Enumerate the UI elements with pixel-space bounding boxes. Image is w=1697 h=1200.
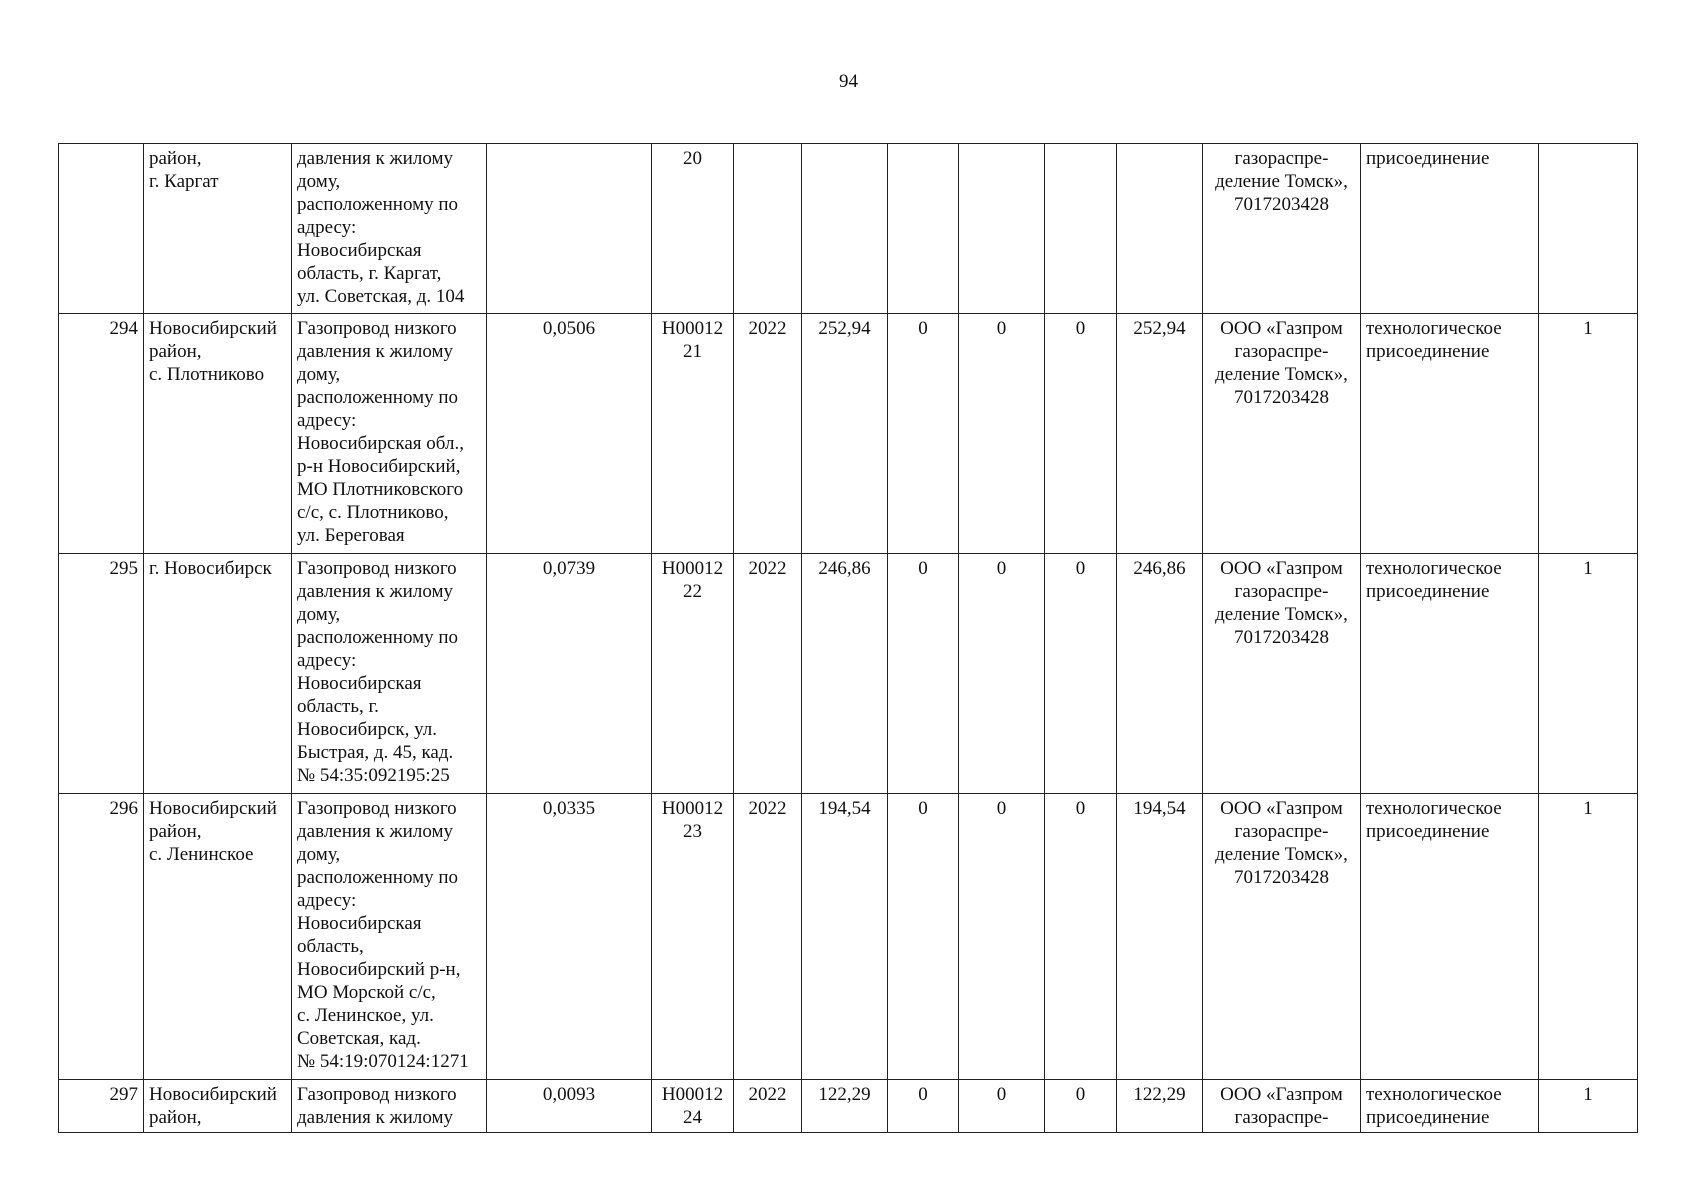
cell-organization-line: деление Томск», — [1215, 171, 1348, 192]
cell-object-line: Новосибирская — [297, 913, 422, 934]
cell-object-line: Газопровод низкого — [297, 1084, 457, 1105]
cell-location-line: район, — [149, 341, 202, 362]
cell-organization-line: 7017203428 — [1234, 194, 1329, 215]
cell-code-line: 24 — [683, 1107, 702, 1128]
cell-location-line: с. Плотниково — [149, 364, 265, 385]
cell-organization-line: газораспре- — [1234, 821, 1329, 842]
cell-object-line: № 54:35:092195:25 — [297, 765, 450, 786]
cell-basis-line: технологическое — [1366, 318, 1502, 339]
cell-year — [734, 144, 802, 314]
cell-object-line: область, — [297, 936, 364, 957]
cell-value-2: 0 — [888, 1080, 959, 1133]
cell-year: 2022 — [734, 1080, 802, 1133]
cell-basis — [1361, 144, 1539, 314]
cell-object-line: давления к жилому — [297, 1107, 453, 1128]
cell-location-line: с. Ленинское — [149, 844, 254, 865]
cell-object-line: дому, — [297, 604, 341, 625]
cell-location-line: Новосибирский — [149, 1084, 277, 1105]
cell-code — [652, 794, 734, 1080]
cell-object-line: область, г. — [297, 696, 379, 717]
cell-value-3 — [959, 144, 1045, 314]
cell-object-line: Новосибирский р-н, — [297, 959, 461, 980]
cell-object-line: расположенному по — [297, 387, 459, 408]
cell-object-line: ул. Береговая — [297, 525, 405, 546]
cell-location-line: район, — [149, 1107, 202, 1128]
cell-value-2: 0 — [888, 554, 959, 794]
cell-value-5: 122,29 — [1117, 1080, 1203, 1133]
cell-organization-line: деление Томск», — [1215, 604, 1348, 625]
cell-value-5: 252,94 — [1117, 314, 1203, 554]
cell-number: 296 — [59, 794, 144, 1080]
cell-location-line: г. Каргат — [149, 171, 219, 192]
table-row — [59, 554, 1638, 794]
cell-organization-line: газораспре- — [1234, 581, 1329, 602]
cell-value-2: 0 — [888, 314, 959, 554]
cell-organization-line: 7017203428 — [1234, 867, 1329, 888]
cell-object-line: Газопровод низкого — [297, 558, 457, 579]
cell-object-line: Советская, кад. — [297, 1028, 421, 1049]
cell-organization — [1203, 1080, 1361, 1133]
cell-organization-line: газораспре- — [1234, 148, 1329, 169]
cell-object — [292, 1080, 487, 1133]
table-row — [59, 144, 1638, 314]
cell-value-4: 0 — [1045, 794, 1117, 1080]
cell-object-line: дому, — [297, 844, 341, 865]
cell-code — [652, 554, 734, 794]
cell-object-line: Новосибирская обл., — [297, 433, 464, 454]
cell-code-line: Н00012 — [661, 318, 724, 339]
cell-code — [652, 314, 734, 554]
cell-location — [144, 794, 292, 1080]
cell-code — [652, 1080, 734, 1133]
cell-quantity — [1539, 144, 1638, 314]
cell-value-3: 0 — [959, 554, 1045, 794]
table-body — [59, 144, 1638, 1133]
cell-basis — [1361, 314, 1539, 554]
cell-basis — [1361, 1080, 1539, 1133]
cell-location-line: Новосибирский — [149, 798, 277, 819]
cell-number: 295 — [59, 554, 144, 794]
cell-value-4: 0 — [1045, 554, 1117, 794]
cell-quantity: 1 — [1539, 794, 1638, 1080]
table-row — [59, 314, 1638, 554]
cell-value-4 — [1045, 144, 1117, 314]
cell-object-line: давления к жилому — [297, 148, 453, 169]
cell-basis-line: присоединение — [1366, 581, 1490, 602]
cell-value-3: 0 — [959, 314, 1045, 554]
page-number: 94 — [839, 71, 858, 92]
cell-object-line: давления к жилому — [297, 821, 453, 842]
cell-location-line: район, — [149, 148, 202, 169]
cell-length — [487, 144, 652, 314]
cell-value-2: 0 — [888, 794, 959, 1080]
cell-value-1 — [802, 144, 888, 314]
cell-basis-line: присоединение — [1366, 341, 1490, 362]
cell-value-4: 0 — [1045, 314, 1117, 554]
cell-object-line: адресу: — [297, 410, 357, 431]
cell-basis-line: присоединение — [1366, 1107, 1490, 1128]
cell-object-line: расположенному по — [297, 867, 459, 888]
cell-location — [144, 314, 292, 554]
cell-object-line: МО Морской с/с, — [297, 982, 436, 1003]
cell-code-line: Н00012 — [661, 798, 724, 819]
cell-value-5: 194,54 — [1117, 794, 1203, 1080]
cell-organization-line: газораспре- — [1234, 341, 1329, 362]
cell-code-line: 23 — [683, 821, 702, 842]
cell-location-line: Новосибирский — [149, 318, 277, 339]
cell-object-line: с/с, с. Плотниково, — [297, 502, 449, 523]
cell-organization-line: ООО «Газпром — [1220, 558, 1343, 579]
cell-basis-line: технологическое — [1366, 798, 1502, 819]
cell-basis-line: технологическое — [1366, 1084, 1502, 1105]
cell-location-line: район, — [149, 821, 202, 842]
cell-organization-line: 7017203428 — [1234, 627, 1329, 648]
cell-code-line: Н00012 — [661, 1084, 724, 1105]
cell-location — [144, 1080, 292, 1133]
cell-object — [292, 794, 487, 1080]
cell-value-1: 252,94 — [802, 314, 888, 554]
cell-value-5 — [1117, 144, 1203, 314]
cell-length: 0,0335 — [487, 794, 652, 1080]
cell-organization-line: 7017203428 — [1234, 387, 1329, 408]
cell-year: 2022 — [734, 794, 802, 1080]
cell-quantity: 1 — [1539, 1080, 1638, 1133]
cell-object — [292, 554, 487, 794]
cell-basis — [1361, 794, 1539, 1080]
cell-length: 0,0506 — [487, 314, 652, 554]
cell-object-line: Новосибирская — [297, 673, 422, 694]
cell-object-line: Газопровод низкого — [297, 318, 457, 339]
cell-organization — [1203, 554, 1361, 794]
cell-code — [652, 144, 734, 314]
cell-object-line: с. Ленинское, ул. — [297, 1005, 434, 1026]
cell-object-line: Быстрая, д. 45, кад. — [297, 742, 454, 763]
cell-code-line: 22 — [683, 581, 702, 602]
table-row — [59, 1080, 1638, 1133]
cell-code-line: 21 — [683, 341, 702, 362]
cell-value-1: 122,29 — [802, 1080, 888, 1133]
cell-object-line: адресу: — [297, 650, 357, 671]
cell-number: 294 — [59, 314, 144, 554]
cell-object-line: МО Плотниковского — [297, 479, 464, 500]
cell-organization-line: деление Томск», — [1215, 844, 1348, 865]
cell-organization-line: ООО «Газпром — [1220, 1084, 1343, 1105]
cell-object-line: № 54:19:070124:1271 — [297, 1051, 469, 1072]
cell-object-line: Новосибирск, ул. — [297, 719, 438, 740]
cell-length: 0,0739 — [487, 554, 652, 794]
cell-value-3: 0 — [959, 794, 1045, 1080]
cell-object-line: Новосибирская — [297, 240, 422, 261]
cell-value-4: 0 — [1045, 1080, 1117, 1133]
cell-organization-line: ООО «Газпром — [1220, 318, 1343, 339]
cell-location-line: г. Новосибирск — [149, 558, 272, 579]
cell-basis-line: присоединение — [1366, 821, 1490, 842]
cell-code-line: 20 — [683, 148, 702, 169]
cell-value-3: 0 — [959, 1080, 1045, 1133]
cell-object-line: дому, — [297, 364, 341, 385]
cell-quantity: 1 — [1539, 554, 1638, 794]
cell-number: 297 — [59, 1080, 144, 1133]
cell-object-line: адресу: — [297, 217, 357, 238]
cell-quantity: 1 — [1539, 314, 1638, 554]
cell-organization-line: ООО «Газпром — [1220, 798, 1343, 819]
cell-object-line: давления к жилому — [297, 581, 453, 602]
cell-object — [292, 144, 487, 314]
cell-number — [59, 144, 144, 314]
cell-object-line: адресу: — [297, 890, 357, 911]
cell-basis — [1361, 554, 1539, 794]
cell-object-line: Газопровод низкого — [297, 798, 457, 819]
cell-organization — [1203, 314, 1361, 554]
cell-object-line: ул. Советская, д. 104 — [297, 286, 465, 307]
cell-object-line: р-н Новосибирский, — [297, 456, 461, 477]
cell-object-line: расположенному по — [297, 194, 459, 215]
registry-table — [58, 143, 1638, 1133]
cell-basis-line: присоединение — [1366, 148, 1490, 169]
cell-organization — [1203, 144, 1361, 314]
cell-object — [292, 314, 487, 554]
cell-value-1: 246,86 — [802, 554, 888, 794]
cell-value-2 — [888, 144, 959, 314]
cell-object-line: область, г. Каргат, — [297, 263, 442, 284]
cell-organization-line: деление Томск», — [1215, 364, 1348, 385]
table-row — [59, 794, 1638, 1080]
cell-object-line: дому, — [297, 171, 341, 192]
cell-organization-line: газораспре- — [1234, 1107, 1329, 1128]
cell-organization — [1203, 794, 1361, 1080]
cell-code-line: Н00012 — [661, 558, 724, 579]
cell-year: 2022 — [734, 314, 802, 554]
cell-value-1: 194,54 — [802, 794, 888, 1080]
cell-year: 2022 — [734, 554, 802, 794]
cell-location — [144, 554, 292, 794]
cell-length: 0,0093 — [487, 1080, 652, 1133]
cell-object-line: расположенному по — [297, 627, 459, 648]
cell-location — [144, 144, 292, 314]
cell-value-5: 246,86 — [1117, 554, 1203, 794]
cell-object-line: давления к жилому — [297, 341, 453, 362]
cell-basis-line: технологическое — [1366, 558, 1502, 579]
